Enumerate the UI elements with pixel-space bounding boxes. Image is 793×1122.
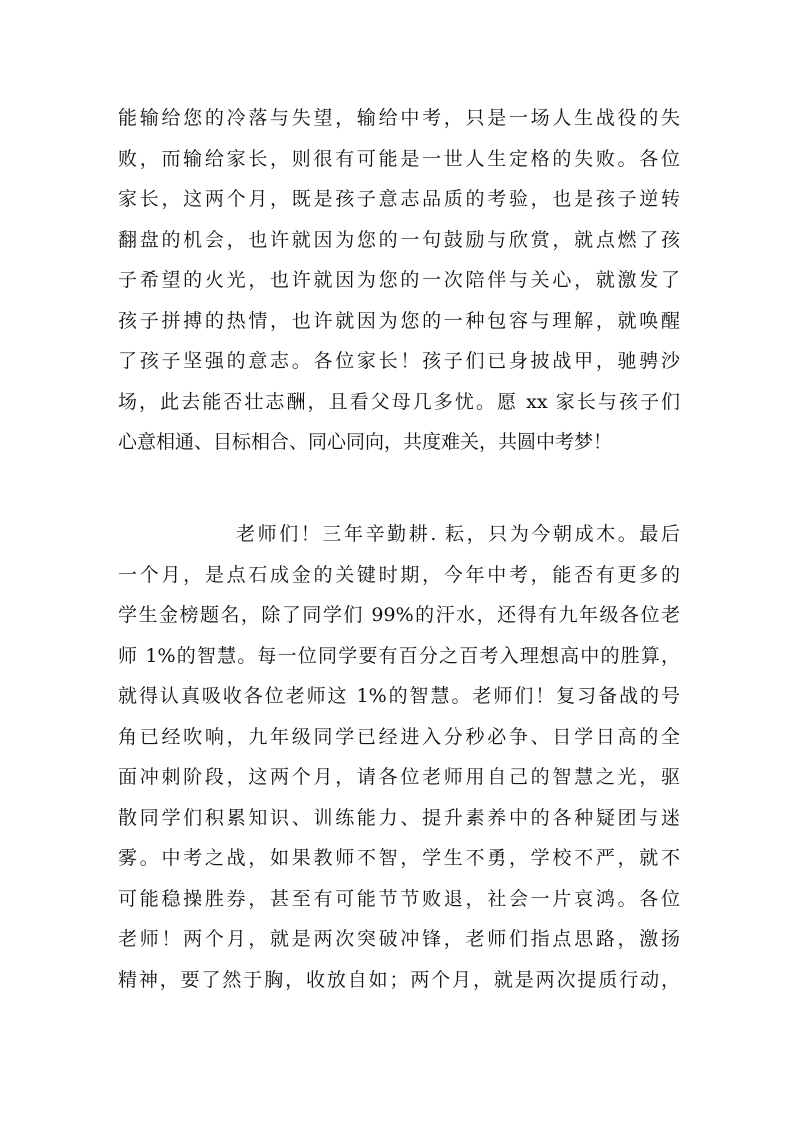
text-line: 翻盘的机会，也许就因为您的一句鼓励与欣赏，就点燃了孩 <box>118 228 680 251</box>
text-line: 一个月，是点石成金的关键时期，今年中考，能否有更多的 <box>118 563 680 586</box>
text-line: 败，而输给家长，则很有可能是一世人生定格的失败。各位 <box>118 147 680 170</box>
text-line: 家长，这两个月，既是孩子意志品质的考验，也是孩子逆转 <box>118 188 680 210</box>
text-line: 就得认真吸收各位老师这 1%的智慧。老师们！复习备战的号 <box>118 685 680 707</box>
text-line: 可能稳操胜券，甚至有可能节节败退，社会一片哀鸿。各位 <box>118 887 680 910</box>
text-line: 老师！两个月，就是两次突破冲锋，老师们指点思路，激扬 <box>118 928 680 950</box>
text-line: 雾。中考之战，如果教师不智，学生不勇，学校不严，就不 <box>118 847 680 869</box>
text-line: 场，此去能否壮志酬，且看父母几多忧。愿 xx 家长与孩子们 <box>118 390 680 413</box>
text-line: 子希望的火光，也许就因为您的一次陪伴与关心，就激发了 <box>118 269 680 291</box>
text-line: 了孩子坚强的意志。各位家长！孩子们已身披战甲，驰骋沙 <box>118 350 680 372</box>
text-line: 心意相通、目标相合、同心同向，共度难关，共圆中考梦！ <box>118 431 613 453</box>
paragraph-parents <box>118 98 680 463</box>
text-line: 面冲刺阶段，这两个月，请各位老师用自己的智慧之光，驱 <box>118 766 680 788</box>
text-line: 师 1%的智慧。每一位同学要有百分之百考入理想高中的胜算， <box>118 644 680 667</box>
text-line: 能输给您的冷落与失望，输给中考，只是一场人生战役的失 <box>118 107 680 129</box>
text-line: 孩子拼搏的热情，也许就因为您的一种包容与理解，就唤醒 <box>118 309 680 332</box>
text-line: 学生金榜题名，除了同学们 99%的汗水，还得有九年级各位老 <box>118 604 680 626</box>
text-line: 精神，要了然于胸，收放自如；两个月，就是两次提质行动， <box>118 968 680 991</box>
text-line: 角已经吹响，九年级同学已经进入分秒必争、日学日高的全 <box>118 725 680 748</box>
text-line: 老师们！三年辛勤耕. 耘，只为今朝成木。最后 <box>236 523 680 545</box>
text-line: 散同学们积累知识、训练能力、提升素养中的各种疑团与迷 <box>118 806 680 829</box>
paragraph-teachers <box>118 514 680 1000</box>
